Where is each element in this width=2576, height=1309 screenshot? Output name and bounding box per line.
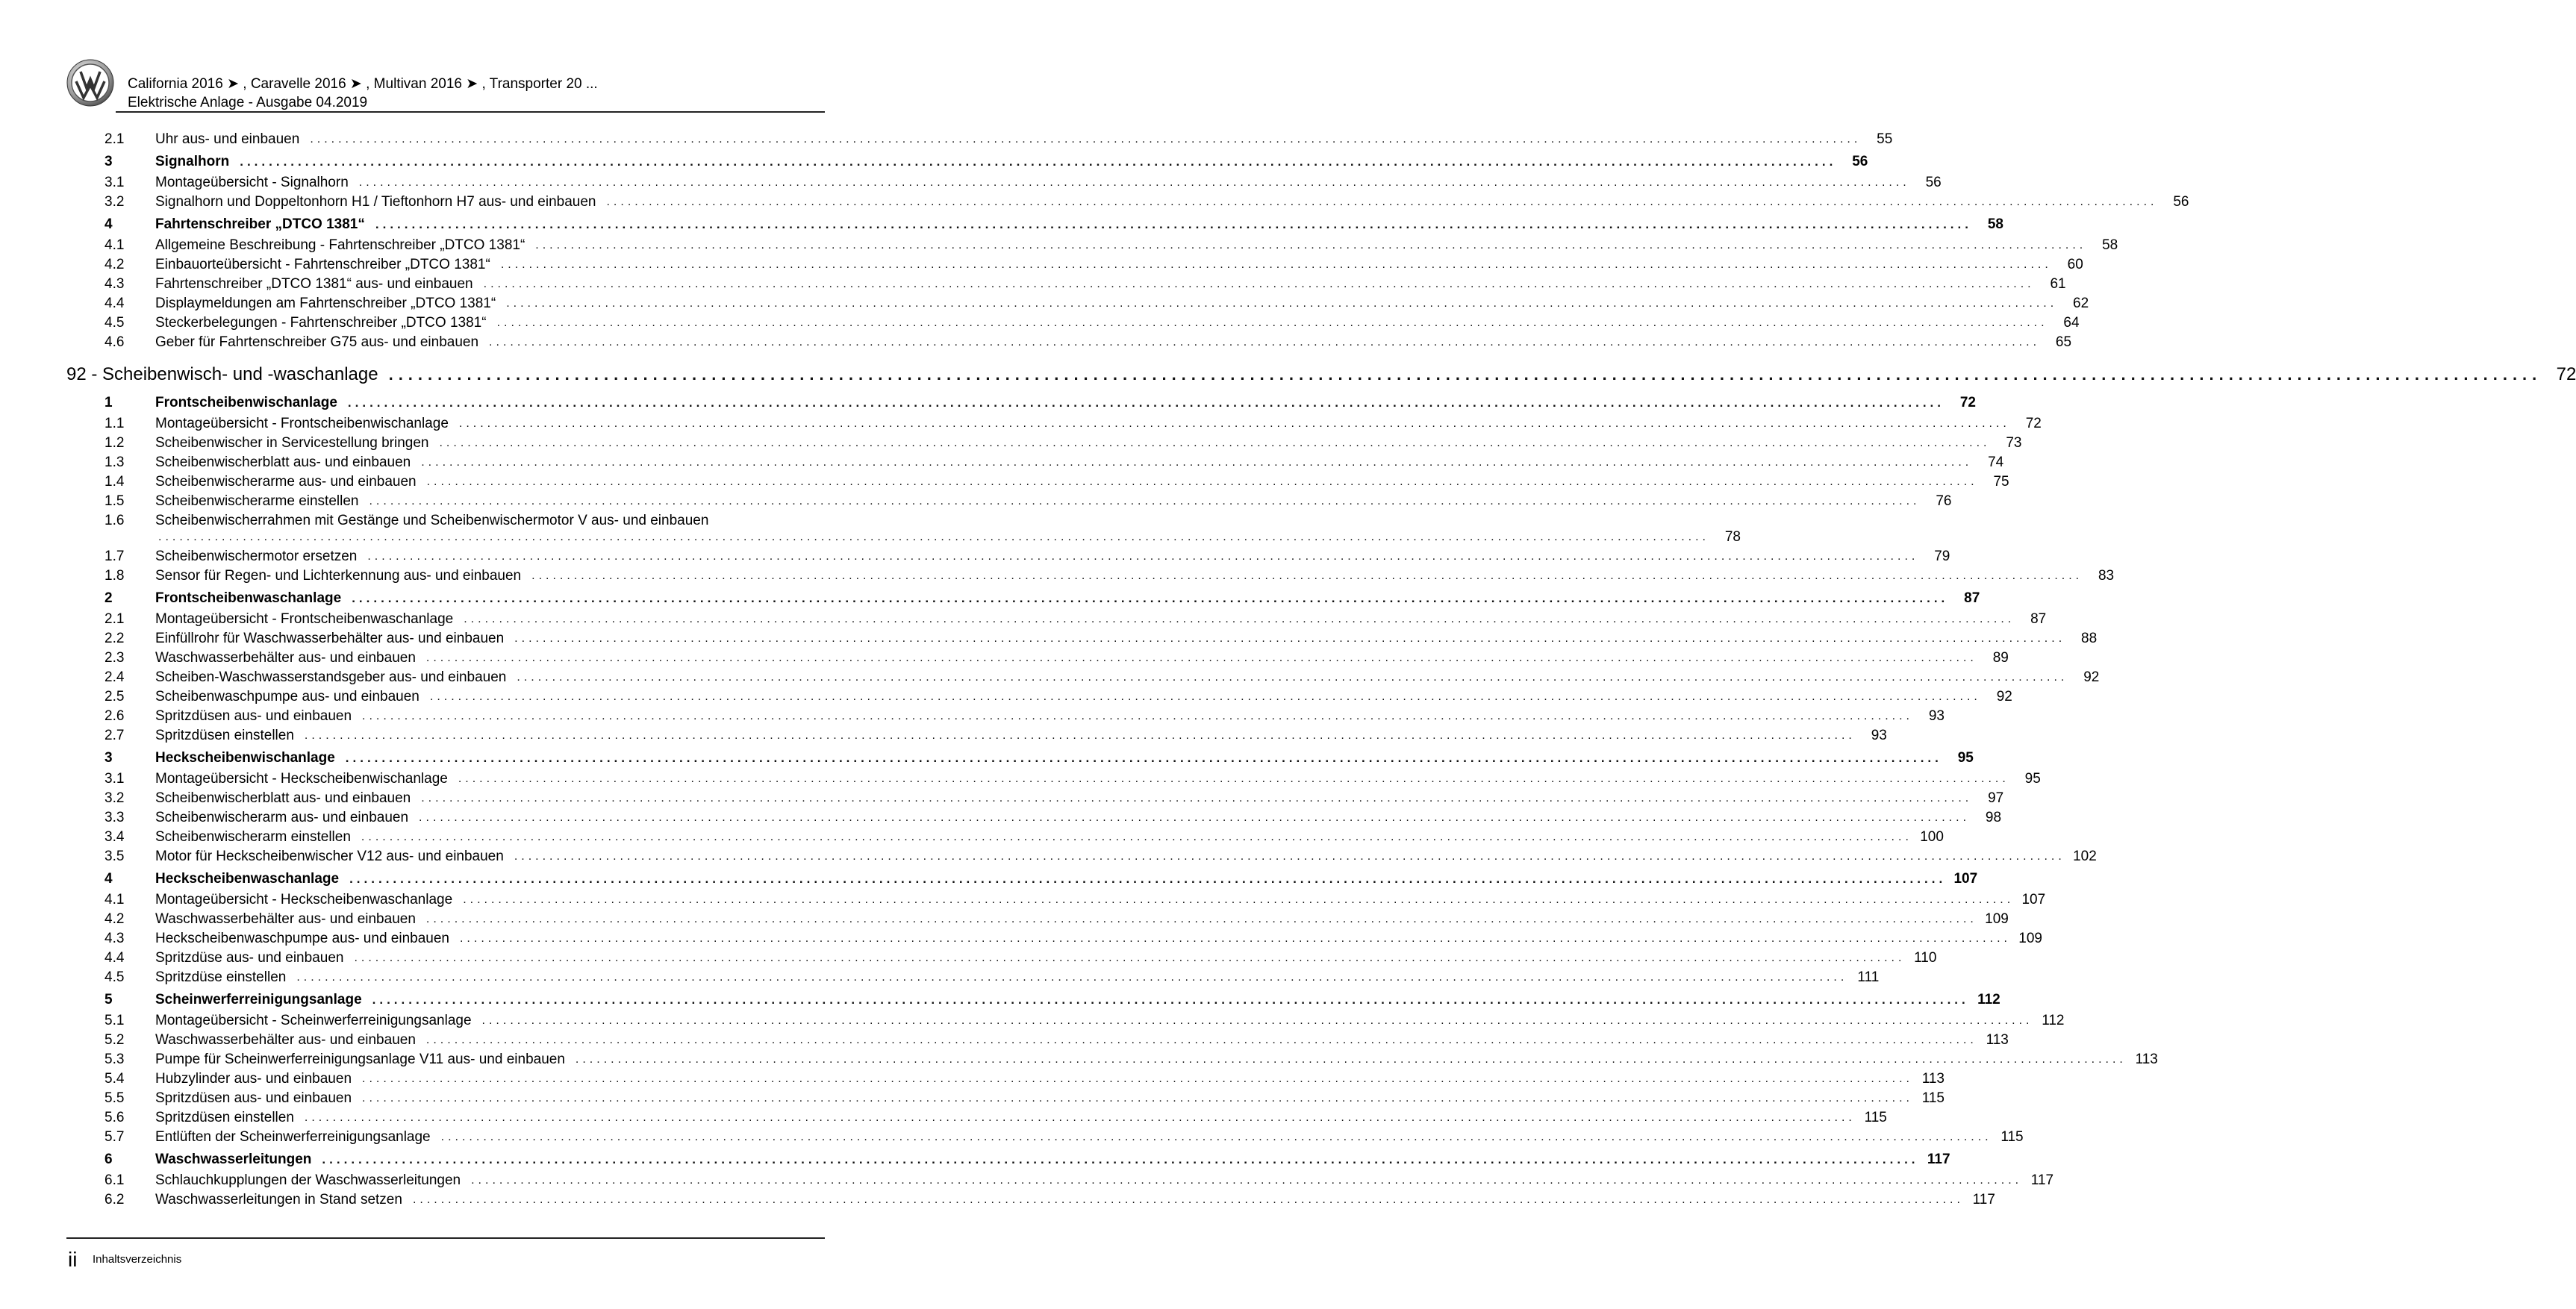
toc-entry-number: 5.3 — [105, 1052, 125, 1067]
toc-entry-number: 2 — [105, 590, 113, 606]
toc-entry-number: 5.1 — [105, 1013, 125, 1028]
toc-entry-page: 115 — [1921, 1090, 1945, 1106]
toc-entry-number: 1.5 — [105, 493, 125, 509]
toc-entry-page: 56 — [2173, 194, 2189, 210]
toc-entry-title: Scheibenwaschpumpe aus- und einbauen — [155, 689, 420, 705]
toc-section-entry[interactable] — [0, 150, 1868, 173]
toc-entry-title: Signalhorn und Doppeltonhorn H1 / Tieftonhorn H7 aus- und einbauen — [155, 194, 596, 210]
toc-entry-page: 95 — [1957, 750, 1974, 766]
toc-entry-number: 2.1 — [105, 131, 125, 147]
dot-leader: ............................................................................................................................................................................................................................ — [535, 239, 2087, 252]
toc-section-entry[interactable] — [0, 1148, 1950, 1171]
toc-entry-title: Montageübersicht - Frontscheibenwischanlage — [155, 416, 449, 431]
dot-leader: ............................................................................................................................................................................................................................ — [421, 792, 1973, 805]
toc-entry-title: Montageübersicht - Frontscheibenwaschanlage — [155, 611, 454, 627]
dot-leader: ............................................................................................................................................................................................................................ — [440, 1131, 1992, 1143]
dot-leader: ............................................................................................................................................................................................................................ — [459, 932, 2011, 945]
toc-section-entry[interactable] — [0, 391, 1976, 414]
toc-entry-title: Scheinwerferreinigungsanlage — [155, 992, 362, 1007]
toc-entry-title: Scheibenwischerarme einstellen — [155, 493, 359, 509]
dot-leader: ............................................................................................................................................................................................................................ — [372, 993, 1969, 1007]
toc-entry-number: 3.4 — [105, 829, 125, 845]
toc-entry-title: Montageübersicht - Scheinwerferreinigungsanlage — [155, 1013, 472, 1028]
toc-entry-number: 4.4 — [105, 296, 125, 311]
toc-entry-page: 83 — [2098, 568, 2115, 584]
toc-entry-title: Spritzdüsen einstellen — [155, 1110, 294, 1125]
toc-entry-title: Scheibenwischerrahmen mit Gestänge und Scheibenwischermotor V aus- und einbauen — [155, 513, 709, 528]
toc-entry[interactable] — [0, 193, 2189, 212]
toc-entry[interactable] — [0, 1108, 1887, 1128]
dot-leader: ............................................................................................................................................................................................................................ — [425, 1034, 1977, 1046]
toc-entry-page: 58 — [2102, 237, 2118, 253]
toc-entry-title: Scheibenwischerblatt aus- und einbauen — [155, 790, 411, 806]
toc-entry-page: 87 — [2030, 611, 2047, 627]
dot-leader: ............................................................................................................................................................................................................................ — [464, 613, 2015, 625]
toc-entry-page: 75 — [1993, 474, 2009, 490]
toc-entry-title: Heckscheibenwaschpumpe aus- und einbauen — [155, 931, 449, 946]
toc-entry-page: 109 — [2018, 931, 2042, 946]
dot-leader: ............................................................................................................................................................................................................................ — [352, 591, 1949, 605]
toc-entry-title: Steckerbelegungen - Fahrtenschreiber „DTCO 1381“ — [155, 315, 487, 331]
toc-entry-page: 61 — [2050, 276, 2066, 292]
toc-entry-number: 4.3 — [105, 276, 125, 292]
toc-entry-number: 3 — [105, 750, 113, 766]
toc-entry[interactable] — [0, 949, 1937, 968]
toc-entry-page: 72 — [2025, 416, 2042, 431]
toc-entry[interactable] — [0, 910, 2009, 929]
toc-entry-number: 2.7 — [105, 728, 125, 743]
dot-leader: ............................................................................................................................................................................................................................ — [458, 417, 2010, 430]
dot-leader: ............................................................................................................................................................................................................................ — [429, 690, 1981, 703]
footer-label: Inhaltsverzeichnis — [93, 1253, 182, 1266]
toc-entry-number: 6.2 — [105, 1192, 125, 1208]
toc-entry-number: 4.2 — [105, 257, 125, 272]
toc-entry[interactable] — [0, 1050, 2158, 1069]
dot-leader: ............................................................................................................................................................................................................................ — [496, 316, 2048, 329]
toc-entry-title: Spritzdüsen einstellen — [155, 728, 294, 743]
toc-entry-number: 3.1 — [105, 175, 125, 190]
dot-leader: ............................................................................................................................................................................................................................ — [304, 1111, 1856, 1124]
toc-entry-title: Scheibenwischermotor ersetzen — [155, 549, 358, 564]
page-number: ii — [68, 1248, 78, 1271]
toc-entry-number: 2.3 — [105, 650, 125, 666]
toc-entry[interactable] — [0, 769, 2041, 789]
toc-entry[interactable] — [0, 511, 1741, 547]
toc-entry-page: 89 — [1992, 650, 2009, 666]
toc-entry-title: Spritzdüsen aus- und einbauen — [155, 1090, 352, 1106]
toc-entry-title: Displaymeldungen am Fahrtenschreiber „DTCO 1381“ — [155, 296, 496, 311]
toc-entry[interactable] — [0, 1190, 1995, 1210]
toc-entry-title: Waschwasserleitungen in Stand setzen — [155, 1192, 402, 1208]
dot-leader: ............................................................................................................................................................................................................................ — [419, 811, 1971, 824]
toc-entry-number: 4.4 — [105, 950, 125, 966]
toc-entry-number: 5.2 — [105, 1032, 125, 1048]
dot-leader: ............................................................................................................................................................................................................................ — [158, 531, 1709, 543]
toc-entry[interactable] — [0, 668, 2100, 687]
toc-entry-number: 6 — [105, 1152, 113, 1167]
toc-entry-number: 2.1 — [105, 611, 125, 627]
toc-entry-title: Hubzylinder aus- und einbauen — [155, 1071, 352, 1087]
toc-entry-number: 1.4 — [105, 474, 125, 490]
toc-entry-page: 92 — [1996, 689, 2012, 705]
dot-leader: ............................................................................................................................................................................................................................ — [514, 850, 2065, 863]
toc-entry-title: Heckscheibenwaschanlage — [155, 871, 340, 887]
dot-leader: ............................................................................................................................................................................................................................ — [439, 437, 1991, 449]
toc-entry[interactable] — [0, 1069, 1945, 1089]
toc-entry[interactable] — [0, 472, 2009, 492]
toc-entry-number: 4.5 — [105, 315, 125, 331]
toc-entry-page: 92 — [2083, 669, 2100, 685]
toc-entry-title: Pumpe für Scheinwerferreinigungsanlage V11 aus- und einbauen — [155, 1052, 565, 1067]
toc-entry[interactable] — [0, 1031, 2009, 1050]
dot-leader: ............................................................................................................................................................................................................................ — [425, 913, 1977, 925]
dot-leader: ............................................................................................................................................................................................................................ — [358, 176, 1910, 189]
dot-leader: ............................................................................................................................................................................................................................ — [347, 396, 1945, 410]
toc-entry-title: Scheibenwischerarm einstellen — [155, 829, 351, 845]
toc-entry[interactable] — [0, 255, 2083, 275]
toc-entry-title: Montageübersicht - Heckscheibenwaschanlage — [155, 892, 453, 907]
toc-entry-title: Scheibenwischerarme aus- und einbauen — [155, 474, 417, 490]
dot-leader: ............................................................................................................................................................................................................................ — [361, 831, 1912, 843]
toc-entry-page: 88 — [2081, 631, 2098, 646]
dot-leader: ............................................................................................................................................................................................................................ — [322, 1152, 1919, 1166]
toc-entry-page: 111 — [1857, 969, 1880, 985]
dot-leader: ............................................................................................................................................................................................................................ — [412, 1193, 1964, 1206]
toc-entry-page: 117 — [2030, 1172, 2054, 1188]
toc-entry-page: 64 — [2063, 315, 2080, 331]
toc-entry-number: 5.4 — [105, 1071, 125, 1087]
toc-entry[interactable] — [0, 236, 2118, 255]
toc-entry-title: Entlüften der Scheinwerferreinigungsanlage — [155, 1129, 431, 1145]
toc-entry-title: Waschwasserbehälter aus- und einbauen — [155, 911, 416, 927]
toc-entry-title: Scheibenwischer in Servicestellung bringen — [155, 435, 429, 451]
toc-entry-number: 1.3 — [105, 454, 125, 470]
toc-entry[interactable] — [0, 847, 2097, 866]
dot-leader: ............................................................................................................................................................................................................................ — [471, 1174, 2023, 1187]
toc-entry-number: 3.2 — [105, 790, 125, 806]
toc-entry-title: Spritzdüse aus- und einbauen — [155, 950, 344, 966]
toc-entry-number: 5.7 — [105, 1129, 125, 1145]
dot-leader: ............................................................................................................................................................................................................................ — [517, 671, 2068, 684]
toc-entry-title: Fahrtenschreiber „DTCO 1381“ — [155, 216, 365, 232]
dot-leader: ............................................................................................................................................................................................................................ — [531, 569, 2083, 582]
toc-entry[interactable] — [0, 828, 1944, 847]
toc-entry-page: 110 — [1914, 950, 1937, 966]
toc-entry-page: 112 — [1977, 992, 2000, 1007]
toc-entry-page: 56 — [1852, 154, 1868, 169]
header-title: California 2016 ➤ , Caravelle 2016 ➤ , Multivan 2016 ➤ , Transporter 20 ... — [128, 76, 598, 92]
toc-section-entry[interactable] — [0, 587, 1980, 610]
toc-entry[interactable] — [0, 453, 2004, 472]
toc-entry[interactable] — [0, 1089, 1945, 1108]
dot-leader: ............................................................................................................................................................................................................................ — [481, 1014, 2033, 1027]
dot-leader: ............................................................................................................................................................................................................................ — [575, 1053, 2127, 1066]
toc-entry-page: 79 — [1934, 549, 1950, 564]
toc-entry-page: 58 — [1987, 216, 2003, 232]
toc-entry-page: 98 — [1985, 810, 2002, 825]
toc-entry[interactable] — [0, 434, 2022, 453]
toc-entry[interactable] — [0, 333, 2072, 352]
toc-entry[interactable] — [0, 968, 1880, 987]
toc-entry-title: Fahrtenschreiber „DTCO 1381“ aus- und einbauen — [155, 276, 473, 292]
toc-entry-number: 3.1 — [105, 771, 125, 787]
toc-entry[interactable] — [0, 929, 2042, 949]
header-subtitle: Elektrische Anlage - Ausgabe 04.2019 — [128, 95, 368, 110]
toc-entry-title: Motor für Heckscheibenwischer V12 aus- und einbauen — [155, 849, 504, 864]
toc-entry-page: 97 — [1988, 790, 2004, 806]
toc-entry-number: 4.6 — [105, 334, 125, 350]
dot-leader: ............................................................................................................................................................................................................................ — [345, 751, 1942, 765]
dot-leader: ............................................................................................................................................................................................................................ — [240, 154, 1837, 169]
toc-entry-page: 55 — [1877, 131, 1893, 147]
toc-entry-number: 1.1 — [105, 416, 125, 431]
toc-entry-page: 93 — [1928, 708, 1945, 724]
toc-entry-number: 3 — [105, 154, 113, 169]
toc-entry-number: 4.1 — [105, 237, 125, 253]
dot-leader: ............................................................................................................................................................................................................................ — [506, 297, 2058, 310]
dot-leader: ............................................................................................................................................................................................................................ — [483, 278, 2035, 290]
toc-section-entry[interactable] — [0, 988, 2000, 1011]
toc-entry-number: 4 — [105, 871, 113, 887]
dot-leader: ............................................................................................................................................................................................................................ — [426, 475, 1978, 488]
toc-entry[interactable] — [0, 687, 2012, 707]
toc-entry-page: 117 — [1927, 1152, 1950, 1167]
toc-entry-page: 113 — [1986, 1032, 2009, 1048]
toc-entry-title: Spritzdüse einstellen — [155, 969, 287, 985]
toc-entry[interactable] — [0, 173, 1942, 193]
toc-entry-title: Montageübersicht - Signalhorn — [155, 175, 349, 190]
toc-entry-title: Scheibenwischerblatt aus- und einbauen — [155, 454, 411, 470]
toc-entry[interactable] — [0, 890, 2046, 910]
toc-entry[interactable] — [0, 629, 2098, 649]
toc-entry-number: 3.5 — [105, 849, 125, 864]
toc-entry-title: Uhr aus- und einbauen — [155, 131, 300, 147]
dot-leader: ............................................................................................................................................................................................................................ — [425, 652, 1977, 664]
dot-leader: ............................................................................................................................................................................................................................ — [514, 632, 2066, 645]
toc-entry-page: 72 — [2556, 364, 2576, 384]
toc-entry-page: 74 — [1988, 454, 2004, 470]
dot-leader: ............................................................................................................................................................................................................................ — [463, 893, 2015, 906]
dot-leader: ............................................................................................................................................................................................................................ — [296, 971, 1848, 984]
toc-entry-page: 56 — [1925, 175, 1942, 190]
toc-entry[interactable] — [0, 130, 1893, 149]
toc-entry-title: Waschwasserleitungen — [155, 1152, 312, 1167]
toc-entry-page: 65 — [2055, 334, 2072, 350]
dot-leader: ............................................................................................................................................................................................................................ — [388, 365, 2542, 384]
toc-entry[interactable] — [0, 649, 2009, 668]
toc-entry-title: Spritzdüsen aus- und einbauen — [155, 708, 352, 724]
toc-entry[interactable] — [0, 566, 2115, 586]
table-of-contents — [0, 130, 2576, 1210]
toc-entry-page: 113 — [1921, 1071, 1945, 1087]
toc-entry-title: 92 - Scheibenwisch- und -waschanlage — [66, 364, 378, 384]
toc-entry-page: 73 — [2006, 435, 2022, 451]
toc-entry-number: 6.1 — [105, 1172, 125, 1188]
toc-entry-page: 72 — [1959, 395, 1976, 410]
toc-entry-number: 2.2 — [105, 631, 125, 646]
toc-entry-number: 3.3 — [105, 810, 125, 825]
toc-entry-title: Montageübersicht - Heckscheibenwischanlage — [155, 771, 448, 787]
toc-entry-page: 115 — [1864, 1110, 1887, 1125]
toc-section-entry[interactable] — [0, 746, 1974, 769]
toc-entry-page: 113 — [2135, 1052, 2158, 1067]
toc-entry-page: 62 — [2073, 296, 2089, 311]
toc-entry[interactable] — [0, 414, 2042, 434]
toc-entry-title: Geber für Fahrtenschreiber G75 aus- und einbauen — [155, 334, 479, 350]
toc-entry-number: 4.3 — [105, 931, 125, 946]
toc-section-entry[interactable] — [0, 213, 2003, 236]
dot-leader: ............................................................................................................................................................................................................................ — [354, 952, 1906, 964]
toc-section-entry[interactable] — [0, 867, 1978, 890]
toc-entry[interactable] — [0, 275, 2066, 294]
toc-entry-title: Heckscheibenwischanlage — [155, 750, 335, 766]
toc-entry-page: 87 — [1964, 590, 1980, 606]
dot-leader: ............................................................................................................................................................................................................................ — [458, 772, 2009, 785]
toc-entry-page: 112 — [2042, 1013, 2065, 1028]
toc-entry-number: 1.8 — [105, 568, 125, 584]
toc-entry-page: 117 — [1972, 1192, 1995, 1208]
toc-entry-title: Waschwasserbehälter aus- und einbauen — [155, 1032, 416, 1048]
dot-leader: ............................................................................................................................................................................................................................ — [362, 1092, 1913, 1105]
toc-entry-number: 2.5 — [105, 689, 125, 705]
toc-entry-number: 4 — [105, 216, 113, 232]
dot-leader: ............................................................................................................................................................................................................................ — [349, 872, 1947, 886]
dot-leader: ............................................................................................................................................................................................................................ — [369, 495, 1921, 507]
toc-entry-number: 1.2 — [105, 435, 125, 451]
toc-chapter-entry[interactable] — [0, 358, 2576, 391]
toc-entry-number: 3.2 — [105, 194, 125, 210]
toc-entry-number: 5.5 — [105, 1090, 125, 1106]
toc-entry-number: 1 — [105, 395, 113, 410]
toc-entry-title: Signalhorn — [155, 154, 230, 169]
toc-entry-title: Allgemeine Beschreibung - Fahrtenschreiber „DTCO 1381“ — [155, 237, 526, 253]
dot-leader: ............................................................................................................................................................................................................................ — [375, 217, 1972, 231]
toc-entry[interactable] — [0, 789, 2004, 808]
toc-entry-title: Einbauorteübersicht - Fahrtenschreiber „DTCO 1381“ — [155, 257, 490, 272]
toc-entry-number: 2.6 — [105, 708, 125, 724]
toc-entry-title: Schlauchkupplungen der Waschwasserleitungen — [155, 1172, 461, 1188]
toc-entry-page: 78 — [1724, 529, 1741, 545]
toc-entry[interactable] — [0, 726, 1887, 746]
toc-entry-title: Frontscheibenwischanlage — [155, 395, 337, 410]
toc-entry-page: 115 — [2000, 1129, 2024, 1145]
toc-entry-number: 5 — [105, 992, 113, 1007]
toc-entry[interactable] — [0, 1171, 2054, 1190]
toc-entry-page: 109 — [1985, 911, 2009, 927]
footer-divider — [66, 1237, 825, 1239]
dot-leader: ............................................................................................................................................................................................................................ — [362, 1072, 1913, 1085]
toc-entry-number: 4.2 — [105, 911, 125, 927]
toc-entry[interactable] — [0, 1128, 2024, 1147]
toc-entry-title: Frontscheibenwaschanlage — [155, 590, 342, 606]
toc-entry-number: 2.4 — [105, 669, 125, 685]
header-divider — [116, 111, 825, 113]
toc-entry-page: 76 — [1936, 493, 1952, 509]
toc-entry-title: Einfüllrohr für Waschwasserbehälter aus- und einbauen — [155, 631, 505, 646]
toc-entry-page: 102 — [2073, 849, 2097, 864]
toc-entry[interactable] — [0, 808, 2002, 828]
dot-leader: ............................................................................................................................................................................................................................ — [421, 456, 1973, 469]
toc-entry-title: Scheibenwischerarm aus- und einbauen — [155, 810, 409, 825]
toc-entry-number: 4.1 — [105, 892, 125, 907]
dot-leader: ............................................................................................................................................................................................................................ — [500, 258, 2052, 271]
dot-leader: ............................................................................................................................................................................................................................ — [489, 336, 2041, 349]
dot-leader: ............................................................................................................................................................................................................................ — [310, 133, 1862, 146]
toc-entry-number: 1.7 — [105, 549, 125, 564]
toc-entry-page: 60 — [2067, 257, 2083, 272]
toc-entry[interactable] — [0, 313, 2080, 333]
toc-entry-number: 5.6 — [105, 1110, 125, 1125]
dot-leader: ............................................................................................................................................................................................................................ — [606, 196, 2158, 208]
toc-entry[interactable] — [0, 1011, 2065, 1031]
toc-entry-number: 4.5 — [105, 969, 125, 985]
toc-entry[interactable] — [0, 610, 2047, 629]
toc-entry-title: Waschwasserbehälter aus- und einbauen — [155, 650, 416, 666]
toc-entry-page: 95 — [2024, 771, 2041, 787]
toc-entry-page: 100 — [1920, 829, 1944, 845]
toc-entry[interactable] — [0, 294, 2089, 313]
toc-entry-page: 107 — [2021, 892, 2046, 907]
toc-entry[interactable] — [0, 492, 1952, 511]
vw-logo-icon — [66, 59, 114, 107]
toc-entry-title: Scheiben-Waschwasserstandsgeber aus- und einbauen — [155, 669, 507, 685]
toc-entry-number: 1.6 — [105, 513, 125, 528]
toc-entry-title: Sensor für Regen- und Lichterkennung aus- und einbauen — [155, 568, 522, 584]
dot-leader: ............................................................................................................................................................................................................................ — [362, 710, 1913, 722]
dot-leader: ............................................................................................................................................................................................................................ — [304, 729, 1856, 742]
toc-entry-page: 107 — [1953, 871, 1978, 887]
dot-leader: ............................................................................................................................................................................................................................ — [367, 550, 1919, 563]
toc-entry-page: 93 — [1871, 728, 1887, 743]
toc-entry[interactable] — [0, 547, 1950, 566]
toc-entry[interactable] — [0, 707, 1945, 726]
